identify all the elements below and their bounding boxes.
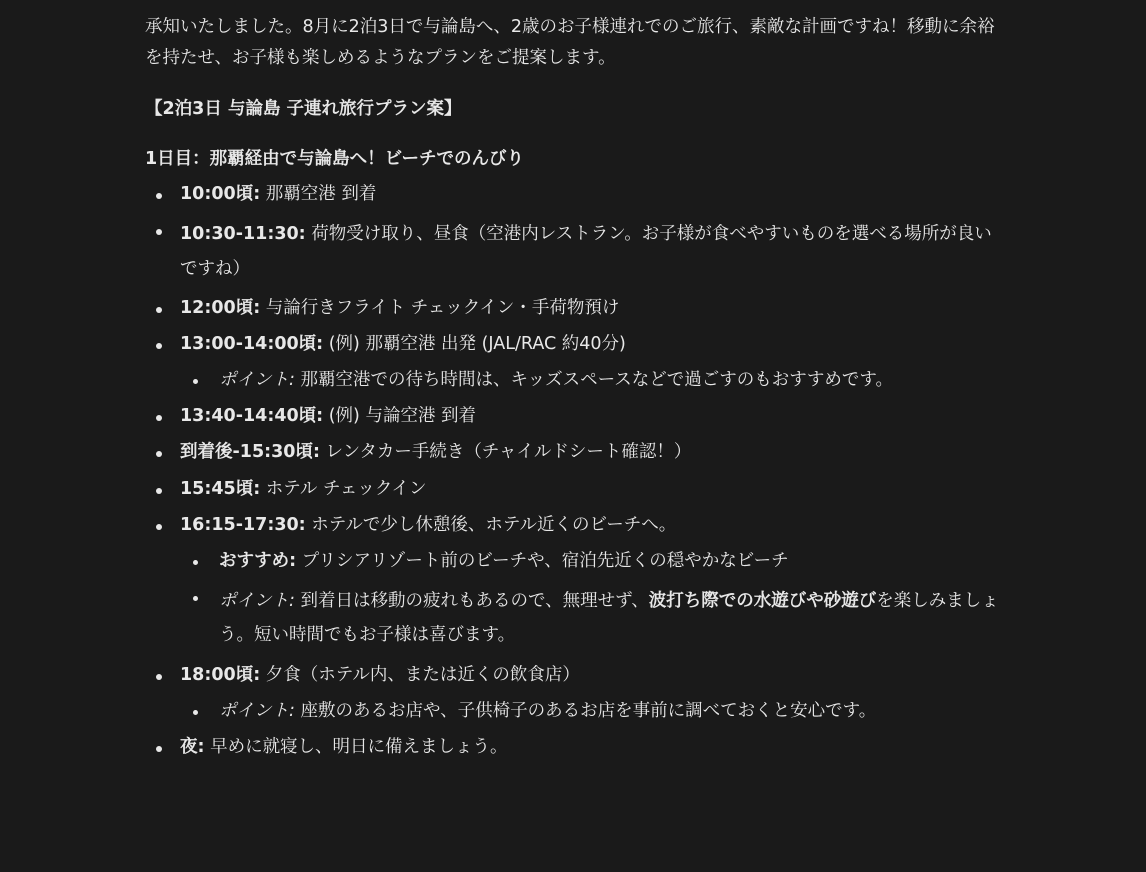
item-text: レンタカー手続き（チャイルドシート確認！） xyxy=(319,442,692,463)
day1-title: 1日目：那覇経由で与論島へ！ビーチでのんびり xyxy=(145,149,524,170)
list-item xyxy=(145,512,1005,653)
day1-schedule-list xyxy=(145,181,1005,761)
item-time: 12:00頃: xyxy=(180,297,261,318)
recommend-label: おすすめ: xyxy=(219,550,297,571)
sub-item-text: プリシアリゾート前のビーチや、宿泊先近くの穏やかなビーチ xyxy=(296,550,789,571)
item-text: 夕食（ホテル内、または近くの飲食店） xyxy=(260,664,580,685)
list-item xyxy=(145,331,1005,394)
list-item xyxy=(145,734,1005,761)
list-item xyxy=(145,476,1005,503)
item-text: 那覇空港 到着 xyxy=(260,184,377,205)
item-time: 16:15-17:30: xyxy=(180,514,306,535)
item-time: 18:00頃: xyxy=(180,664,261,685)
item-text: ホテルで少し休憩後、ホテル近くのビーチへ。 xyxy=(305,514,677,535)
list-item xyxy=(145,217,1005,286)
item-time: 13:40-14:40頃: xyxy=(180,406,324,427)
assistant-message xyxy=(145,12,1005,770)
sub-list xyxy=(180,698,1005,725)
sub-list xyxy=(180,548,1005,653)
sub-list-item xyxy=(180,367,1005,394)
list-item xyxy=(145,439,1005,466)
item-time: 到着後-15:30頃: xyxy=(180,442,320,463)
list-item xyxy=(145,181,1005,208)
item-text: 早めに就寝し、明日に備えましょう。 xyxy=(204,736,508,757)
sub-item-text: を楽しみましょう。短い時間でもお子様は喜びます。 xyxy=(219,590,999,646)
sub-list xyxy=(180,367,1005,394)
list-item xyxy=(145,295,1005,322)
item-text: (例) 那覇空港 出発 (JAL/RAC 約40分) xyxy=(323,334,626,355)
sub-list-item xyxy=(180,584,1005,653)
item-text: 荷物受け取り、昼食（空港内レストラン。お子様が食べやすいものを選べる場所が良いですね） xyxy=(180,224,992,279)
emphasis-text: 波打ち際での水遊びや砂遊び xyxy=(648,590,877,611)
sub-list-item xyxy=(180,548,1005,575)
item-time: 15:45頃: xyxy=(180,478,261,499)
item-time: 10:30-11:30: xyxy=(180,224,306,245)
item-time: 13:00-14:00頃: xyxy=(180,334,324,355)
item-text: (例) 与論空港 到着 xyxy=(323,406,477,427)
sub-item-text: 到着日は移動の疲れもあるので、無理せず、 xyxy=(294,590,649,611)
item-text: ホテル チェックイン xyxy=(260,478,427,499)
list-item xyxy=(145,403,1005,430)
item-time: 夜: xyxy=(180,736,205,757)
point-label: ポイント: xyxy=(219,700,295,721)
list-item xyxy=(145,662,1005,725)
sub-item-text: 座敷のあるお店や、子供椅子のあるお店を事前に調べておくと安心です。 xyxy=(294,700,877,721)
sub-list-item xyxy=(180,698,1005,725)
intro-paragraph: 承知いたしました。8月に2泊3日で与論島へ、2歳のお子様連れでのご旅行、素敵な計画ですね！移動に余裕を持たせ、お子様も楽しめるようなプランをご提案します。 xyxy=(145,17,995,68)
item-time: 10:00頃: xyxy=(180,184,261,205)
item-text: 与論行きフライト チェックイン・手荷物預け xyxy=(260,297,620,318)
point-label: ポイント: xyxy=(219,370,295,391)
plan-heading: 【2泊3日 与論島 子連れ旅行プラン案】 xyxy=(145,98,462,119)
sub-item-text: 那覇空港での待ち時間は、キッズスペースなどで過ごすのもおすすめです。 xyxy=(294,370,894,391)
point-label: ポイント: xyxy=(219,590,295,611)
